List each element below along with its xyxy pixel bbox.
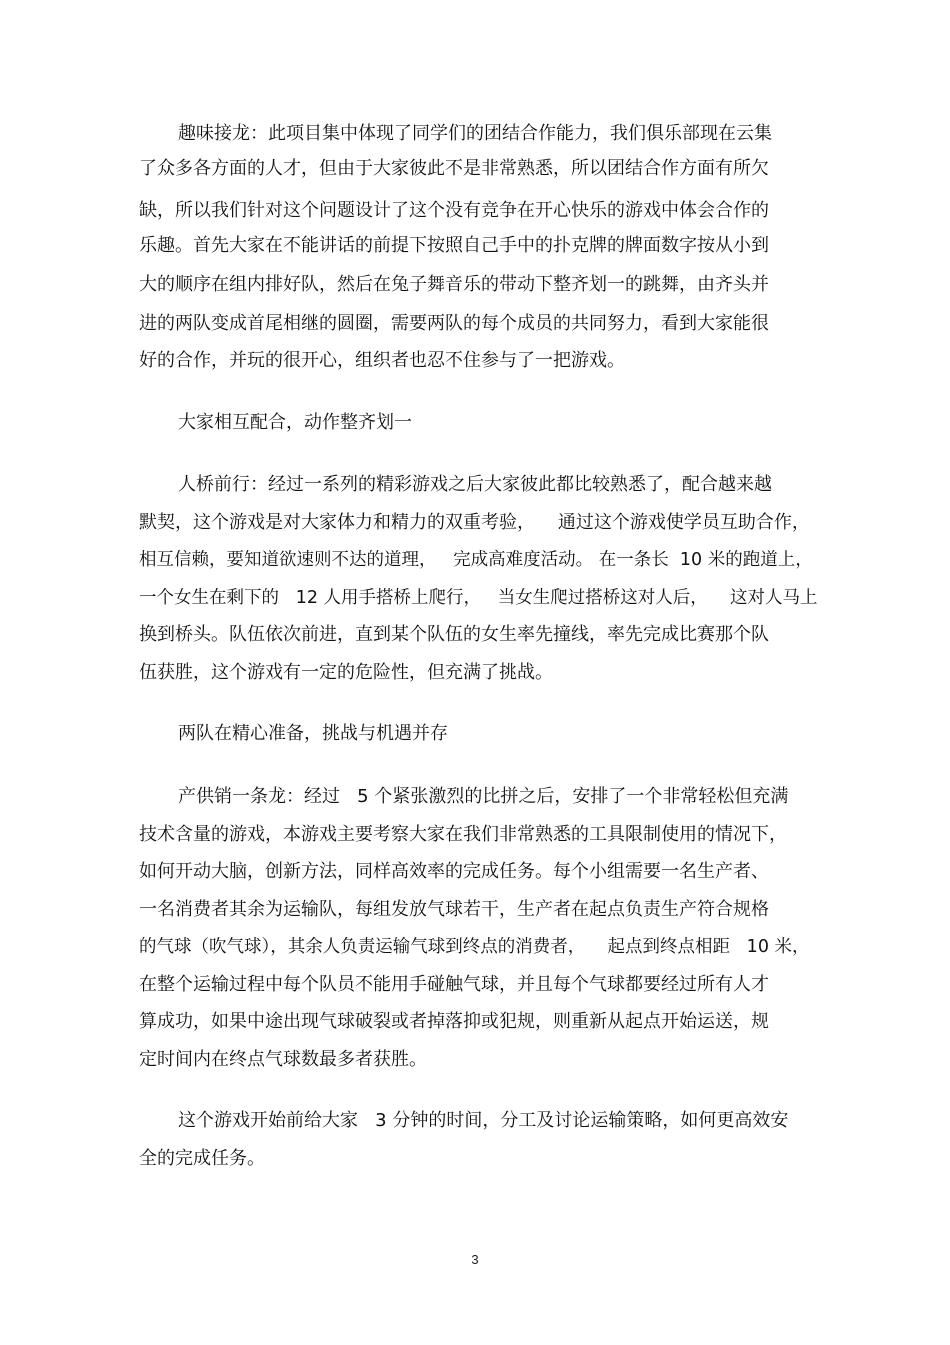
paragraph-2-line-5: 换到桥头。队伍依次前进，直到某个队伍的女生率先撞线，率先完成比赛那个队 [139,624,769,645]
paragraph-1-line-1: 趣味接龙：此项目集中体现了同学们的团结合作能力，我们俱乐部现在云集 [178,123,772,144]
paragraph-1-line-2: 了众多各方面的人才，但由于大家彼此不是非常熟悉，所以团结合作方面有所欠 [139,158,769,179]
paragraph-3-line-7: 算成功，如果中途出现气球破裂或者掉落抑或犯规，则重新从起点开始运送，规 [139,1011,769,1032]
paragraph-1-line-3: 缺，所以我们针对这个问题设计了这个没有竞争在开心快乐的游戏中体会合作的 [139,200,769,221]
paragraph-2-line-6: 伍获胜，这个游戏有一定的危险性，但充满了挑战。 [139,662,553,683]
paragraph-1-line-5: 大的顺序在组内排好队，然后在兔子舞音乐的带动下整齐划一的跳舞，由齐头并 [139,274,769,295]
paragraph-3-line-2: 技术含量的游戏，本游戏主要考察大家在我们非常熟悉的工具限制使用的情况下， [139,824,787,845]
paragraph-2-line-2: 默契，这个游戏是对大家体力和精力的双重考验， 通过这个游戏使学员互助合作， [139,512,810,533]
paragraph-1-line-6: 进的两队变成首尾相继的圆圈，需要两队的每个成员的共同努力，看到大家能很 [139,313,769,334]
paragraph-3-line-8: 定时间内在终点气球数最多者获胜。 [139,1049,427,1070]
page-number: 3 [471,1252,479,1267]
paragraph-3-line-5: 的气球（吹气球），其余人负责运输气球到终点的消费者， 起点到终点相距 10 米， [139,937,810,957]
photo-caption-1: 大家相互配合，动作整齐划一 [178,412,412,433]
paragraph-3-line-1: 产供销一条龙：经过 5 个紧张激烈的比拼之后，安排了一个非常轻松但充满 [178,786,789,807]
paragraph-1-line-4: 乐趣。首先大家在不能讲话的前提下按照自己手中的扑克牌的牌面数字按从小到 [139,235,769,256]
paragraph-4-line-2: 全的完成任务。 [139,1148,265,1169]
paragraph-2-line-1: 人桥前行：经过一系列的精彩游戏之后大家彼此都比较熟悉了，配合越来越 [178,474,772,495]
paragraph-3-line-3: 如何开动大脑，创新方法，同样高效率的完成任务。每个小组需要一名生产者、 [139,861,769,882]
paragraph-2-line-3: 相互信赖，要知道欲速则不达的道理， 完成高难度活动。 在一条长 10 米的跑道上， [139,550,813,570]
paragraph-1-line-7: 好的合作，并玩的很开心，组织者也忍不住参与了一把游戏。 [139,350,625,371]
paragraph-3-line-6: 在整个运输过程中每个队员不能用手碰触气球，并且每个气球都要经过所有人才 [139,974,769,995]
paragraph-2-line-4: 一个女生在剩下的 12 人用手搭桥上爬行， 当女生爬过搭桥这对人后， 这对人马上 [139,588,818,608]
paragraph-3-line-4: 一名消费者其余为运输队，每组发放气球若干，生产者在起点负责生产符合规格 [139,899,769,920]
photo-caption-2: 两队在精心准备，挑战与机遇并存 [178,723,448,744]
paragraph-4-line-1: 这个游戏开始前给大家 3 分钟的时间，分工及讨论运输策略，如何更高效安 [178,1110,789,1131]
